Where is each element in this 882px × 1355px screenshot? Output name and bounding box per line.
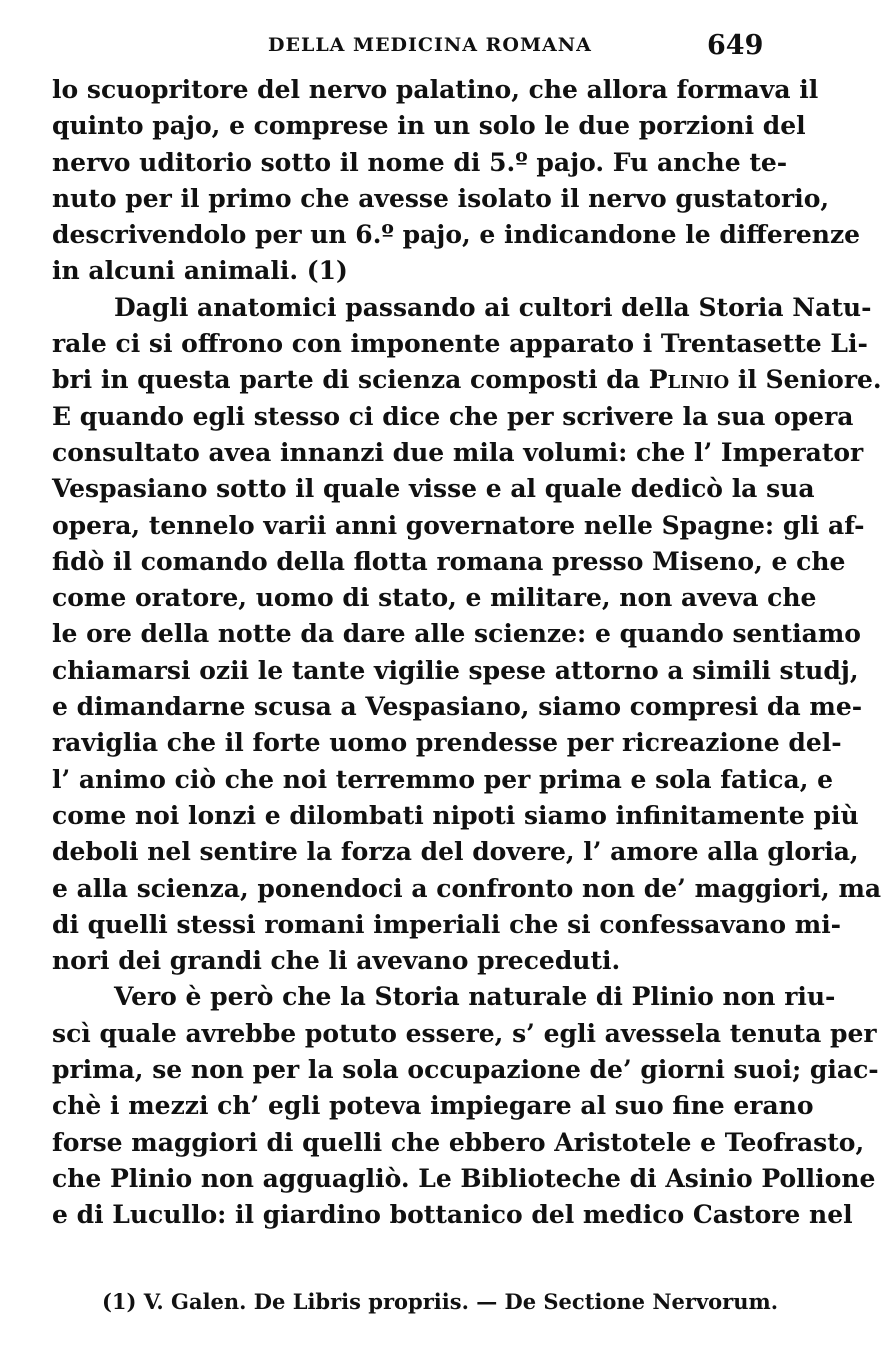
text-line: rale ci si offrono con imponente apparato i Trentasette Li-: [52, 329, 868, 359]
page-number: 649: [707, 30, 764, 61]
text-line: nervo uditorio sotto il nome di 5.º pajo. Fu anche te-: [52, 147, 788, 177]
text-line: opera, tennelo varii anni governatore nelle Spagne: gli af-: [52, 510, 865, 540]
text-segment: bri in questa parte di scienza composti da: [52, 365, 649, 395]
text-line: raviglia che il forte uomo prendesse per ricreazione del-: [52, 728, 842, 758]
text-line: e di Lucullo: il giardino bottanico del medico Castore nel: [52, 1200, 853, 1230]
footnote: (1) V. Galen. De Libris propriis. — De Sectione Nervorum.: [102, 1289, 779, 1314]
text-line: e alla scienza, ponendoci a confronto non de’ maggiori, ma: [52, 873, 882, 903]
text-line: forse maggiori di quelli che ebbero Aristotele e Teofrasto,: [52, 1127, 865, 1157]
text-line: come noi lonzi e dilombati nipoti siamo infinitamente più: [52, 800, 859, 830]
text-line: nuto per il primo che avesse isolato il nervo gustatorio,: [52, 183, 830, 213]
text-line: deboli nel sentire la forza del dovere, l’ amore alla gloria,: [52, 837, 859, 867]
text-segment: il Seniore.: [729, 365, 882, 395]
text-line: prima, se non per la sola occupazione de’ giorni suoi; giac-: [52, 1055, 879, 1085]
text-line: chè i mezzi ch’ egli poteva impiegare al suo fine erano: [52, 1091, 814, 1121]
text-line: quinto pajo, e comprese in un solo le due porzioni del: [52, 111, 806, 141]
text-line: Vero è però che la Storia naturale di Plinio non riu-: [114, 982, 836, 1012]
text-line: nori dei grandi che li avevano preceduti.: [52, 946, 621, 976]
text-line: descrivendolo per un 6.º pajo, e indicandone le differenze: [52, 220, 861, 250]
text-line: Dagli anatomici passando ai cultori della Storia Natu-: [114, 292, 872, 322]
text-line: e dimandarne scusa a Vespasiano, siamo compresi da me-: [52, 692, 863, 722]
text-line: chiamarsi ozii le tante vigilie spese attorno a simili studj,: [52, 655, 859, 685]
text-line: che Plinio non agguagliò. Le Biblioteche di Asinio Pollione: [52, 1163, 876, 1193]
running-head: [0, 30, 800, 66]
text-line-with-name: [52, 362, 882, 398]
text-line: in alcuni animali. (1): [52, 256, 348, 286]
body-text: [52, 72, 882, 1234]
text-line: l’ animo ciò che noi terremmo per prima e sola fatica, e: [52, 764, 834, 794]
text-line: di quelli stessi romani imperiali che si confessavano mi-: [52, 909, 842, 939]
text-line: consultato avea innanzi due mila volumi: che l’ Imperator: [52, 437, 864, 467]
text-line: Vespasiano sotto il quale visse e al quale dedicò la sua: [52, 474, 815, 504]
author-name-smallcaps: Plinio: [648, 365, 730, 395]
text-line: come oratore, uomo di stato, e militare, non aveva che: [52, 583, 817, 613]
text-line: E quando egli stesso ci dice che per scrivere la sua opera: [52, 401, 854, 431]
text-line: fidò il comando della flotta romana presso Miseno, e che: [52, 546, 846, 576]
text-line: scì quale avrebbe potuto essere, s’ egli avessela tenuta per: [52, 1018, 877, 1048]
text-line: le ore della notte da dare alle scienze: e quando sentiamo: [52, 619, 861, 649]
running-head-title: DELLA MEDICINA ROMANA: [268, 34, 592, 56]
text-line: lo scuopritore del nervo palatino, che allora formava il: [52, 75, 819, 104]
